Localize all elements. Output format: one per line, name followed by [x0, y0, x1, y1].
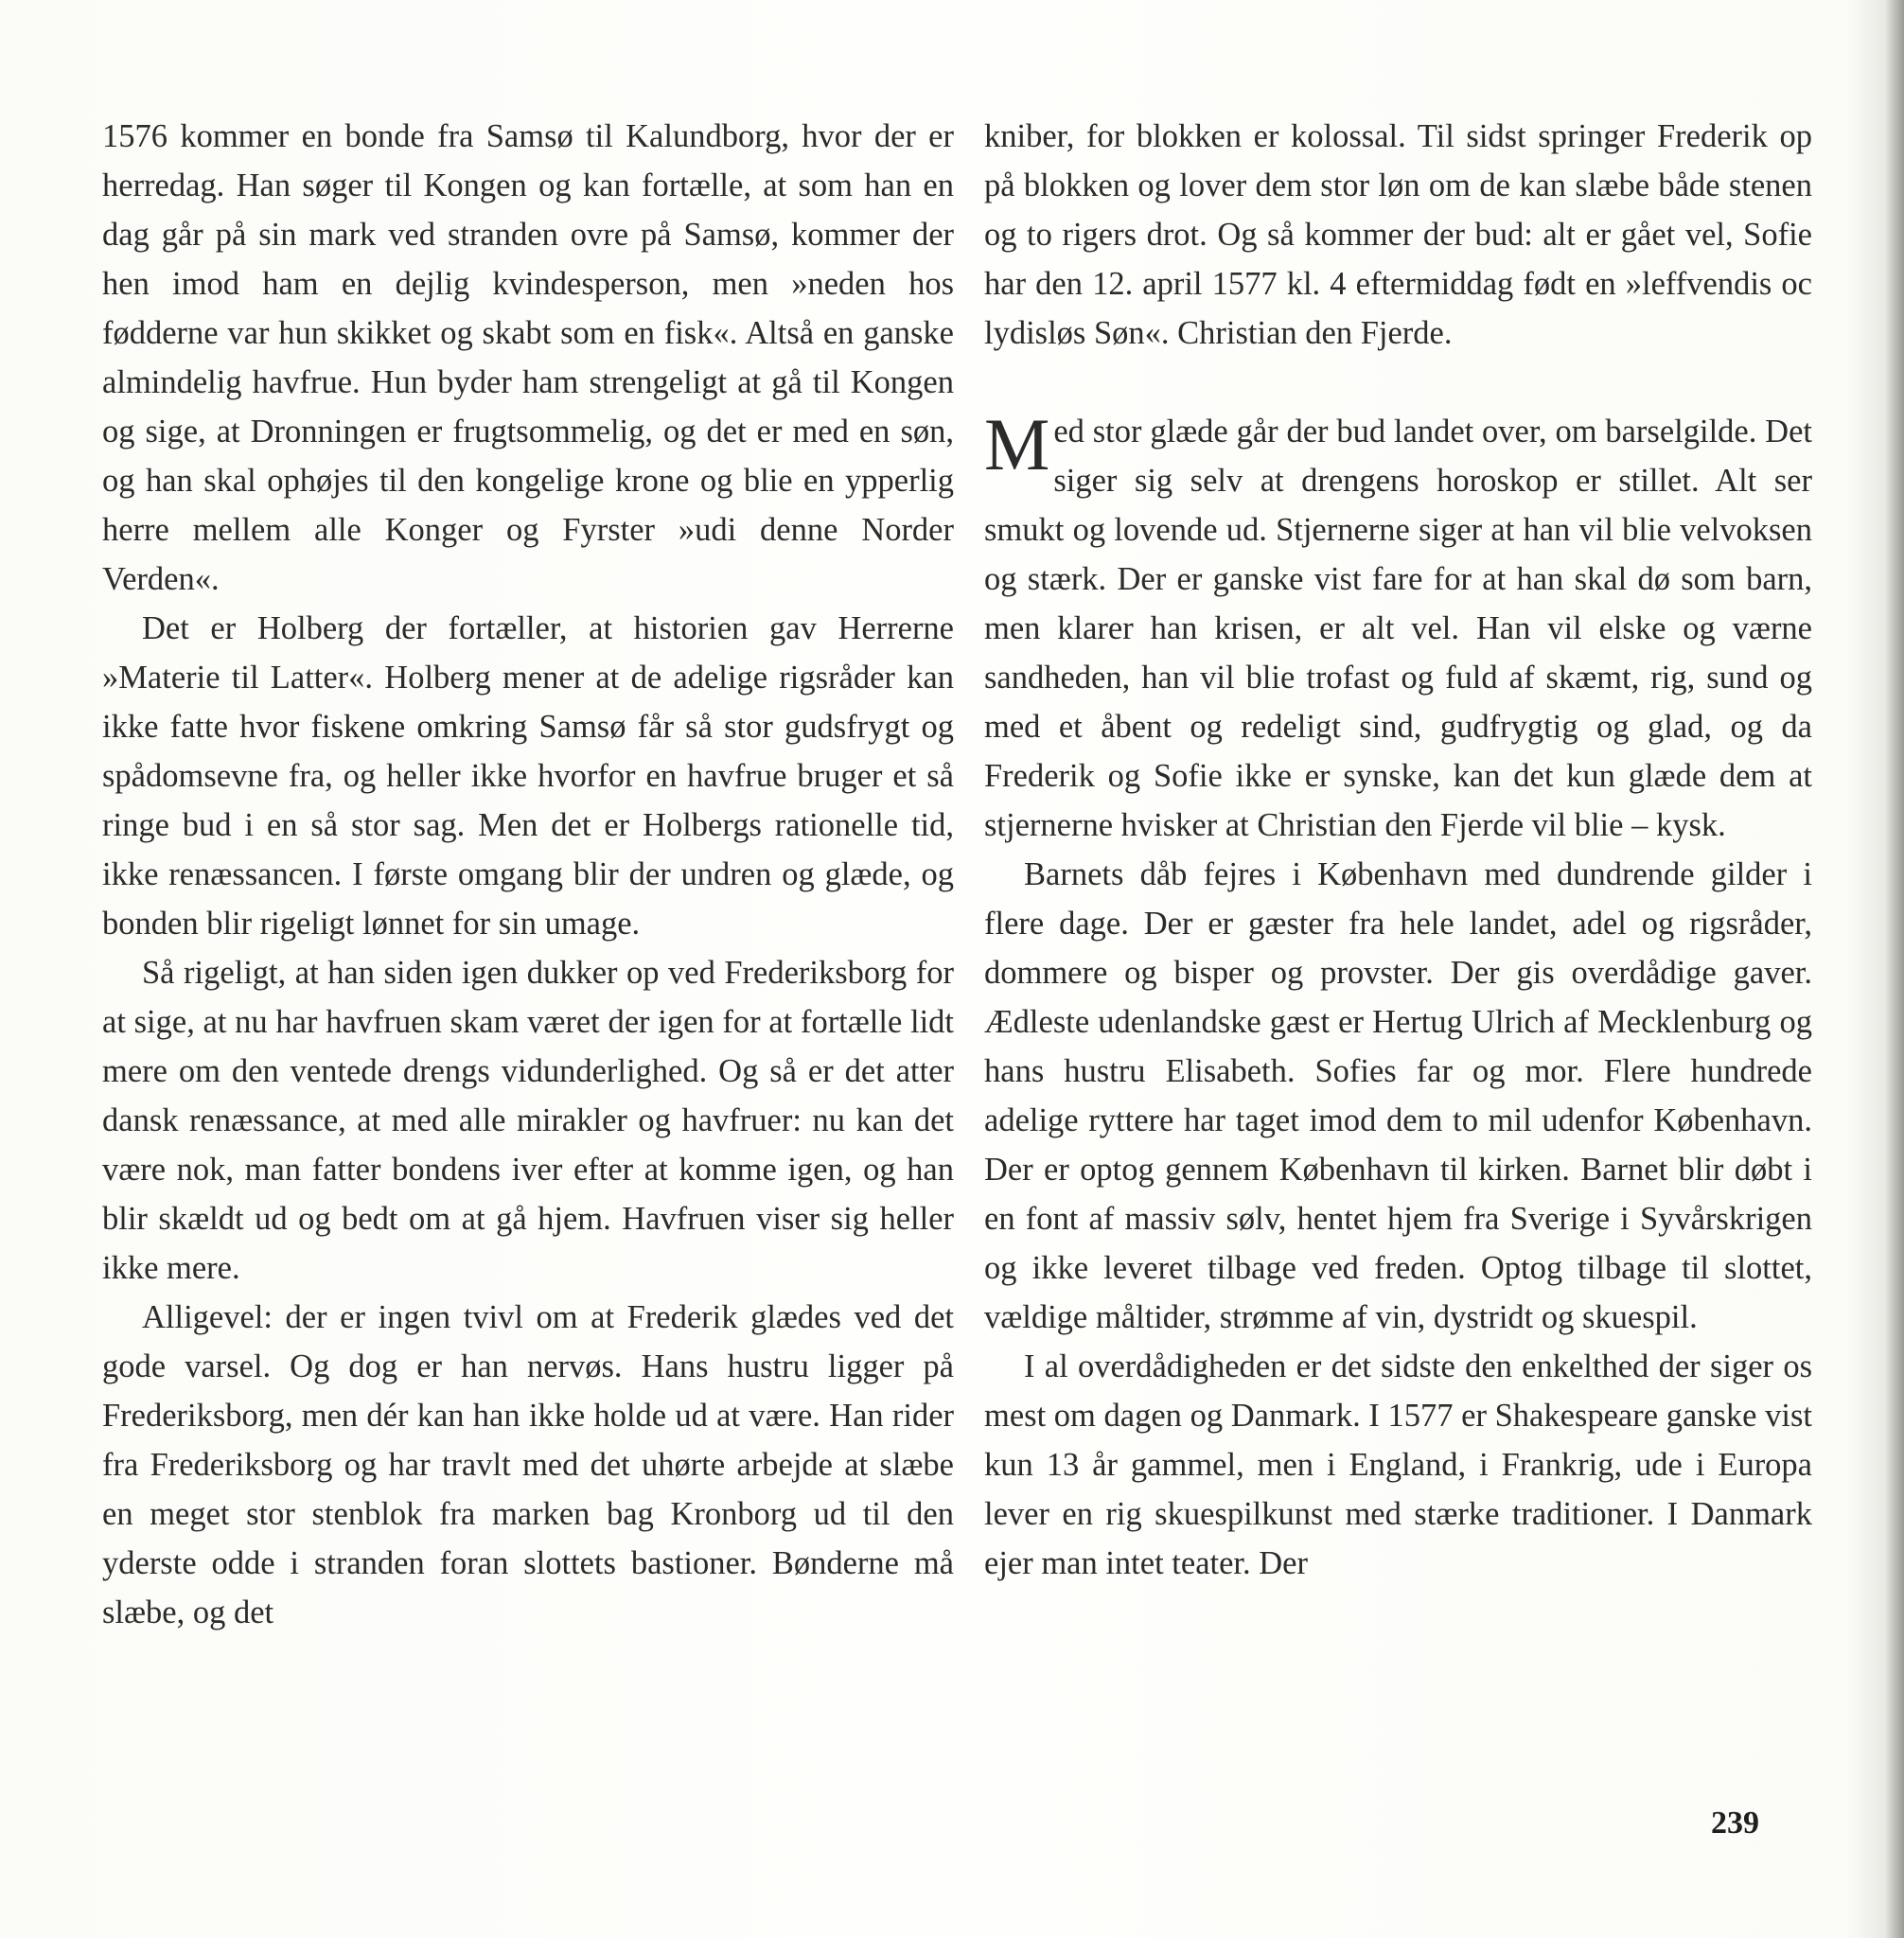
paragraph: kniber, for blokken er kolossal. Til sidst springer Frederik op på blokken og lover dem stor løn om de kan slæbe både stenen og to rigers drot. Og så kommer der bud: alt er gået vel, Sofie har den 12. april 1577 kl. 4 eftermiddag født en »leffvendis oc lydisløs Søn«. Christian den Fjerde. — [984, 118, 1812, 351]
section-break — [984, 358, 1812, 407]
drop-cap-initial: M — [984, 403, 1050, 485]
left-text-column — [102, 112, 954, 1637]
paragraph: Så rigeligt, at han siden igen dukker op ved Frederiksborg for at sige, at nu har havfruen skam været der igen for at fortælle lidt mere om den ventede drengs vidunderlighed. Og så er det atter dansk renæssance, at med alle mirakler og havfruer: nu kan det være nok, man fatter bondens iver efter at komme igen, og han blir skældt ud og bedt om at gå hjem. Havfruen viser sig heller ikke mere. — [102, 955, 954, 1286]
paragraph: I al overdådigheden er det sidste den enkelthed der siger os mest om dagen og Danmark. I 1577 er Shakespeare ganske vist kun 13 år gammel, men i England, i Frankrig, ude i Europa lever en rig skuespilkunst med stærke traditioner. I Danmark ejer man intet teater. Der — [984, 1348, 1812, 1581]
paragraph: Det er Holberg der fortæller, at historien gav Herrerne »Materie til Latter«. Holberg mener at de adelige rigsråder kan ikke fatte hvor fiskene omkring Samsø får så stor gudsfrygt og spådomsevne fra, og heller ikke hvorfor en havfrue bruger et så ringe bud i en så stor sag. Men det er Holbergs rationelle tid, ikke renæssancen. I første omgang blir der undren og glæde, og bonden blir rigeligt lønnet for sin umage. — [102, 610, 954, 942]
paragraph: Alligevel: der er ingen tvivl om at Frederik glædes ved det gode varsel. Og dog er han nervøs. Hans hustru ligger på Frederiksborg, men dér kan han ikke holde ud at være. Han rider fra Frederiksborg og har travlt med det uhørte arbejde at slæbe en meget stor stenblok fra marken bag Kronborg ud til den yderste odde i stranden foran slottets bastioner. Bønderne må slæbe, og det — [102, 1299, 954, 1630]
page-number: 239 — [1711, 1806, 1759, 1841]
paragraph: 1576 kommer en bonde fra Samsø til Kalundborg, hvor der er herredag. Han søger til Kongen og kan fortælle, at som han en dag går på sin mark ved stranden ovre på Samsø, kommer der hen imod ham en dejlig kvindesperson, men »neden hos fødderne var hun skikket og skabt som en fisk«. Altså en ganske almindelig havfrue. Hun byder ham strengeligt at gå til Kongen og sige, at Dronningen er frugtsommelig, og det er med en søn, og han skal ophøjes til den kongelige krone og blie en ypperlig herre mellem alle Konger og Fyrster »udi denne Norder Verden«. — [102, 118, 954, 597]
paragraph-text: ed stor glæde går der bud landet over, om barselgilde. Det siger sig selv at drengens horoskop er stillet. Alt ser smukt og lovende ud. Stjernerne siger at han vil blie velvoksen og stærk. Der er ganske vist fare for at han skal dø som barn, men klarer han krisen, er alt vel. Han vil elske og værne sandheden, han vil blie trofast og fuld af skæmt, rig, sund og med et åbent og redeligt sind, gudfrygtig og glad, og da Frederik og Sofie ikke er synske, kan det kun glæde dem at stjernerne hvisker at Christian den Fjerde vil blie – kysk. — [984, 414, 1812, 843]
section-opening-paragraph — [984, 403, 1812, 850]
right-text-column — [984, 112, 1812, 1588]
paragraph: Barnets dåb fejres i København med dundrende gilder i flere dage. Der er gæster fra hele landet, adel og rigsråder, dommere og bisper og provster. Der gis overdådige gaver. Ædleste udenlandske gæst er Hertug Ulrich af Mecklenburg og hans hustru Elisabeth. Sofies far og mor. Flere hundrede adelige ryttere har taget imod dem to mil udenfor København. Der er optog gennem København til kirken. Barnet blir døbt i en font af massiv sølv, hentet hjem fra Sverige i Syvårskrigen og ikke leveret tilbage ved freden. Optog tilbage til slottet, vældige måltider, strømme af vin, dystridt og skuespil. — [984, 856, 1812, 1335]
